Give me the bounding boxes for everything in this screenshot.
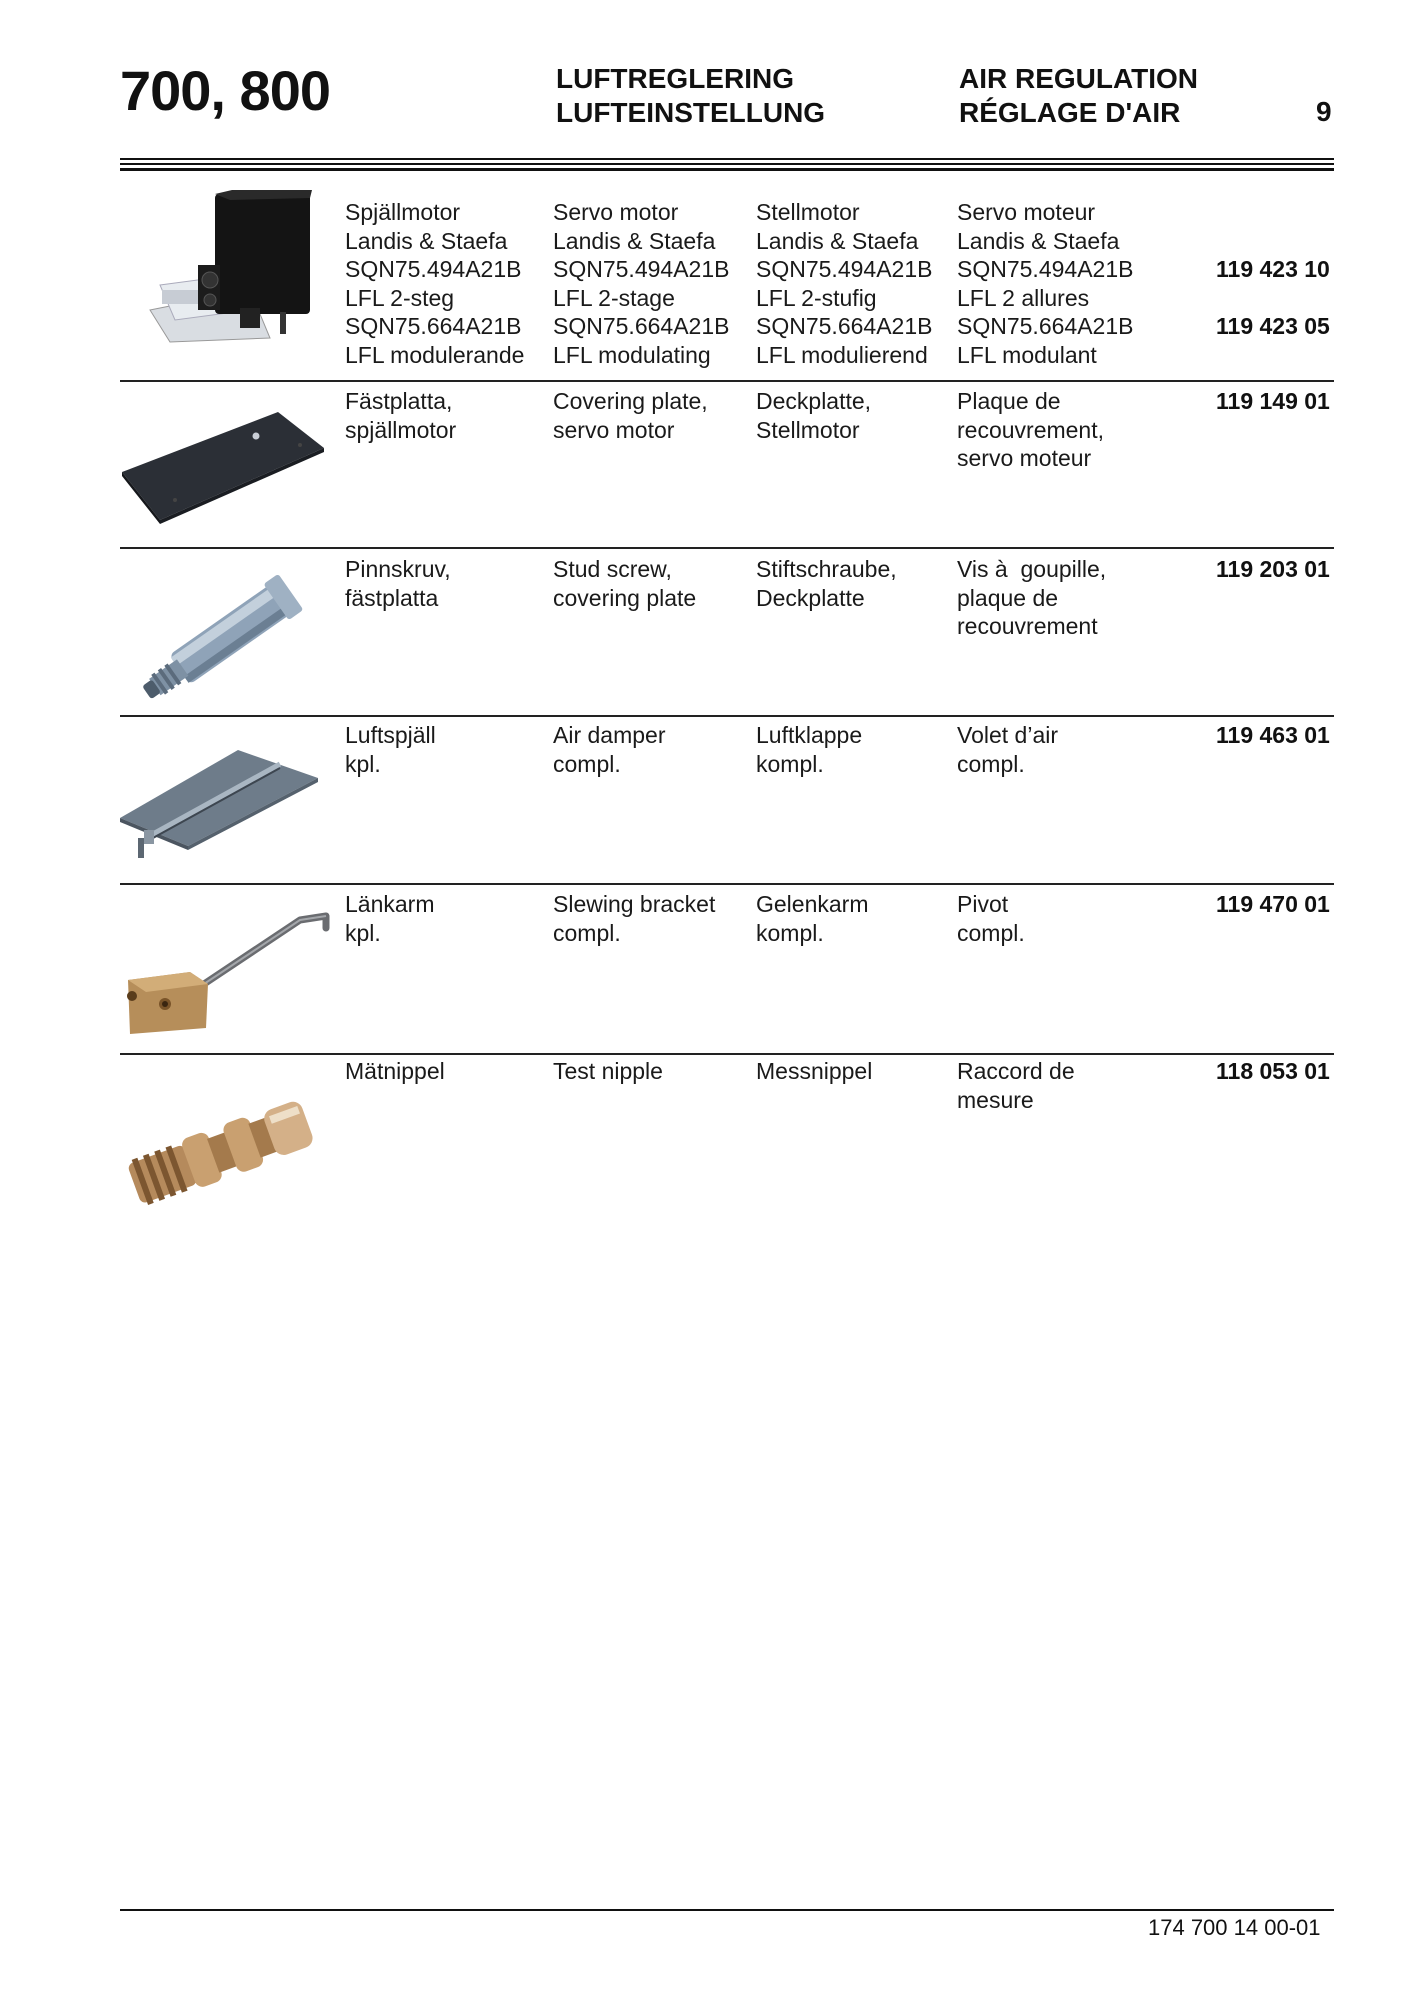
title-french: RÉGLAGE D'AIR [959,97,1181,128]
part-description-french: Vis à goupille, plaque de recouvrement [957,556,1107,640]
part-description-swedish: Mätnippel [345,1058,445,1084]
row-divider [120,547,1334,549]
part-description-german: Luftklappe kompl. [756,722,863,777]
header-rule-bottom [120,168,1334,171]
part-description-german: Gelenkarm kompl. [756,891,869,946]
part-description-swedish: Spjällmotor Landis & Staefa SQN75.494A21B LFL 2-steg SQN75.664A21B LFL modulerande [345,199,525,368]
model-title: 700, 800 [120,59,330,122]
part-number: 119 423 05 [1216,313,1330,339]
part-description-german: Stellmotor Landis & Staefa SQN75.494A21B LFL 2-stufig SQN75.664A21B LFL modulierend [756,199,933,368]
part-description-german: Deckplatte, Stellmotor [756,388,872,443]
part-number: 119 203 01 [1216,556,1330,582]
part-description-english: Stud screw, covering plate [553,556,697,611]
part-description-french: Raccord de mesure [957,1058,1075,1113]
part-description-swedish: Länkarm kpl. [345,891,435,946]
part-description-swedish: Pinnskruv, fästplatta [345,556,451,611]
title-german: LUFTEINSTELLUNG [556,97,826,128]
document-number: 174 700 14 00-01 [1148,1915,1321,1940]
section-title-swedish-german [556,62,825,130]
part-description-french: Pivot compl. [957,891,1025,946]
footer-rule [120,1909,1334,1911]
row-divider [120,380,1334,382]
title-swedish: LUFTREGLERING [556,63,794,94]
part-description-english: Covering plate, servo motor [553,388,708,443]
title-english: AIR REGULATION [959,63,1199,94]
part-description-english: Slewing bracket compl. [553,891,716,946]
part-description-swedish: Fästplatta, spjällmotor [345,388,457,443]
row-divider [120,715,1334,717]
part-description-french: Servo moteur Landis & Staefa SQN75.494A21B LFL 2 allures SQN75.664A21B LFL modulant [957,199,1134,368]
row-divider [120,883,1334,885]
servo-motor-icon [140,190,320,350]
part-description-french: Plaque de recouvrement, servo moteur [957,388,1105,472]
header-rule-middle [120,163,1334,165]
stud-screw-icon [130,570,315,715]
part-number: 119 149 01 [1216,388,1330,414]
part-description-swedish: Luftspjäll kpl. [345,722,436,777]
part-number: 118 053 01 [1216,1058,1330,1084]
air-damper-icon [118,738,328,868]
section-title-english-french [959,62,1198,130]
row-divider [120,1053,1334,1055]
part-description-french: Volet d’air compl. [957,722,1059,777]
part-number: 119 423 10 [1216,256,1330,282]
part-description-english: Servo motor Landis & Staefa SQN75.494A21B LFL 2-stage SQN75.664A21B LFL modulating [553,199,730,368]
page-number: 9 [1316,96,1332,127]
part-description-german: Stiftschraube, Deckplatte [756,556,897,611]
part-description-german: Messnippel [756,1058,873,1084]
part-number: 119 470 01 [1216,891,1330,917]
slewing-bracket-icon [120,900,335,1040]
part-description-english: Test nipple [553,1058,663,1084]
test-nipple-icon [118,1085,333,1220]
header-rule-top [120,158,1334,160]
part-description-english: Air damper compl. [553,722,666,777]
covering-plate-icon [120,400,330,530]
part-number: 119 463 01 [1216,722,1330,748]
